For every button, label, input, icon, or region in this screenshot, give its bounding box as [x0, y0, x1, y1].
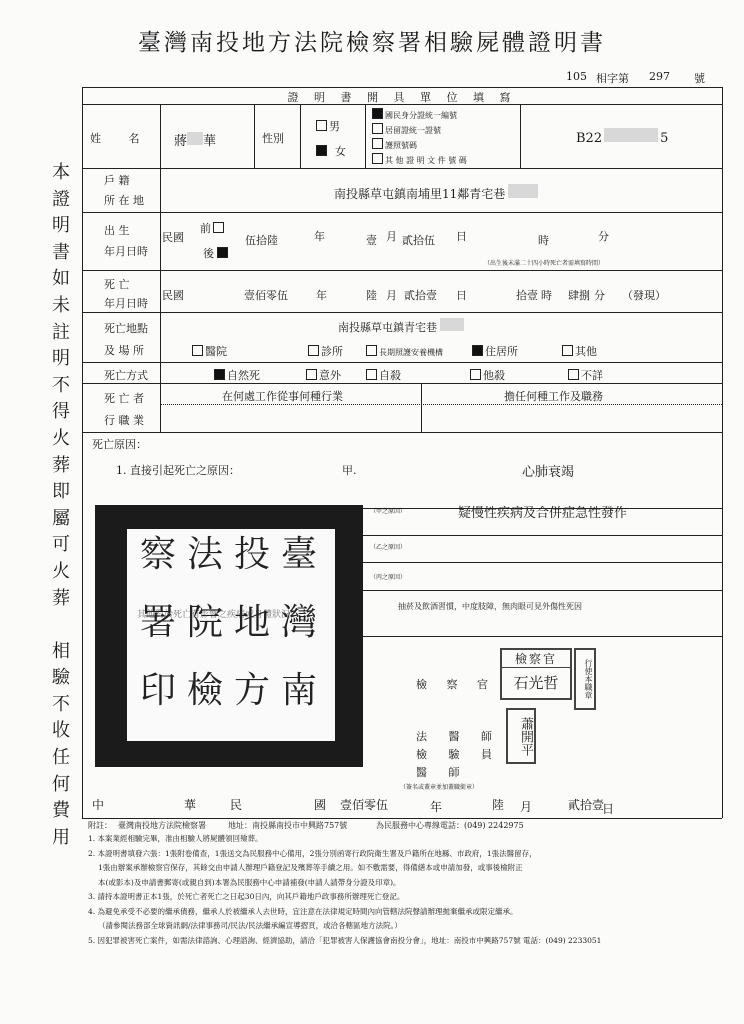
birth-day-unit: 日: [456, 230, 467, 243]
household-label-1: 戶 籍: [104, 174, 130, 187]
side-notice-char: 未: [52, 294, 70, 316]
side-notice-char: 註: [52, 321, 70, 343]
occupation-col-1: 在何處工作從事何種行業: [222, 390, 343, 403]
side-notice-char: 火: [52, 560, 70, 582]
note-2-cont-b: 本(或影本)及申請書郵寄(或親自到)本署為民服務中心申請補發(申請人請帶身分證及印章)。: [98, 877, 401, 887]
death-minute: 肆捌: [568, 289, 590, 302]
cause-a-value: 心肺衰竭: [522, 465, 575, 480]
seal-overprinted-text: 其他對於死亡有影響之疾病或身體狀況: [137, 610, 291, 620]
occupation-label-1: 死 亡 者: [104, 392, 144, 405]
footer-note-label: 附註：: [88, 821, 112, 830]
household-label-2: 所 在 地: [104, 194, 144, 207]
birth-era: 民國: [162, 231, 184, 244]
death-place-label-1: 死亡地點: [104, 322, 148, 335]
birth-label-1: 出 生: [104, 224, 130, 237]
manner-option-unknown: 不詳: [568, 367, 603, 383]
side-notice-char: 本: [52, 162, 70, 183]
note-5: 5. 因犯罪被害死亡案件，如需法律諮詢、心理諮詢、經濟協助，請洽「犯罪被害人保護協會南投分會」，地址：南投市中興路757號 電話：(049) 2233051: [88, 935, 602, 945]
note-bing: （丙之原因）: [370, 574, 407, 581]
prosecutor-stamp: 檢察官 石光哲: [500, 648, 572, 700]
name-redaction: [187, 132, 203, 145]
official-seal-face: 其他對於死亡有影響之疾病或身體狀況 臺 灣 南 投 地 方 法 院 檢 察 署 印: [124, 526, 338, 744]
birth-minute-unit: 分: [598, 230, 609, 243]
side-notice-char: 不: [52, 693, 70, 715]
id-type-residence: 居留證統一證號: [372, 123, 467, 138]
death-place-value: 南投縣草屯鎮青宅巷: [338, 318, 464, 335]
date-guo: 國: [314, 798, 327, 812]
death-manner-label: 死亡方式: [104, 369, 148, 382]
note-jia: （甲之原因）: [370, 508, 407, 515]
household-value: 南投縣草屯鎮南埔里11鄰青宅巷: [334, 184, 538, 202]
manner-option-accident: 意外: [306, 367, 341, 383]
date-month-unit: 月: [520, 800, 533, 814]
side-notice-char: 相: [52, 640, 70, 662]
prosecutor-side-stamp: 行使本職章: [574, 648, 596, 710]
side-notice-char: 即: [52, 481, 70, 503]
death-year-unit: 年: [316, 289, 327, 302]
id-type-list: [372, 108, 467, 168]
death-month-unit: 月: [386, 289, 397, 302]
side-notice-char: 得: [52, 401, 70, 423]
death-minute-unit: 分: [594, 289, 605, 302]
doctor-note: （簽名或蓋章並加蓋職銜章）: [400, 784, 479, 791]
place-option-residence: 住居所: [472, 343, 518, 359]
doctor-label-3: 醫 師: [416, 766, 469, 779]
side-notice-char: 書: [52, 241, 70, 263]
side-notice: [48, 160, 74, 851]
id-redaction: [604, 128, 658, 142]
name-value: [174, 130, 216, 149]
id-value: [576, 128, 668, 146]
death-place-label-2: 及 場 所: [104, 344, 144, 357]
date-zhong: 中: [92, 798, 105, 812]
doctor-label-1: 法 醫 師: [416, 730, 501, 743]
cause-jia: 甲.: [342, 464, 357, 477]
side-notice-char: 可: [52, 534, 70, 556]
place-option-other: 其他: [562, 343, 597, 359]
manner-option-suicide: 自殺: [366, 367, 401, 383]
birth-year: 伍拾陸: [245, 234, 278, 247]
date-year-unit: 年: [430, 800, 443, 814]
id-prefix: B22: [576, 131, 603, 146]
male-checkbox: [316, 120, 327, 131]
death-hour: 拾壹: [516, 289, 538, 302]
name-surname: 蔣: [174, 134, 188, 149]
place-option-hospital: 醫院: [192, 343, 227, 359]
note-2-cont-a: 1張由辦案承辦檢察官保存，其餘交由申請人辦理戶籍登記及殯葬等手續之用。如不敷需要，得備繕本或申請加發，或事後檢附正: [98, 863, 523, 872]
occupation-label-2: 行 職 業: [104, 414, 144, 427]
footer-phone: 為民服務中心專線電話：(049) 2242975: [376, 821, 524, 830]
doctor-stamp: 蕭開平: [506, 708, 536, 764]
doctor-label-2: 檢 驗 員: [416, 748, 501, 761]
birth-hour-unit: 時: [538, 234, 549, 247]
date-day-unit: 日: [602, 802, 615, 816]
side-notice-char: 收: [52, 720, 70, 742]
name-label: 姓 名: [90, 132, 152, 145]
manner-option-natural: 自然死: [214, 367, 260, 383]
other-condition-text: 抽菸及飲酒習慣，中度肢障，無肉眼可見外傷性死因: [398, 602, 582, 611]
gender-male: 男: [316, 118, 340, 134]
cause-item-1: 1. 直接引起死亡之原因：: [116, 464, 240, 477]
side-notice-char: 葬: [52, 587, 70, 609]
side-notice-char: 費: [52, 800, 70, 822]
name-given: 華: [203, 134, 217, 149]
document-title: 臺灣南投地方法院檢察署相驗屍體證明書: [138, 30, 606, 56]
death-month: 陸: [366, 289, 377, 302]
date-min: 民: [230, 798, 243, 812]
side-notice-char: 驗: [52, 667, 70, 689]
side-notice-char: 明: [52, 348, 70, 370]
note-4-cont: （請參閱法務部全球資訊網/法律事務司/民法/民法繼承編宣導摺頁，或洽各轄區地方法院。）: [98, 921, 402, 930]
side-notice-char: 明: [52, 215, 70, 237]
death-era: 民國: [162, 289, 184, 302]
side-notice-char: 證: [52, 188, 70, 210]
doc-type: 相字第: [596, 72, 629, 85]
side-notice-char: 不: [52, 374, 70, 396]
side-notice-char: 葬: [52, 454, 70, 476]
occupation-col-2: 擔任何種工作及職務: [504, 390, 603, 403]
death-day: 貳拾壹: [404, 289, 437, 302]
date-month: 陸: [492, 798, 505, 812]
death-day-unit: 日: [456, 289, 467, 302]
birth-note: （出生後未滿二十四小時死亡者需填寫時間）: [484, 260, 605, 267]
id-type-other: 其 他 證 明 文 件 號 碼: [372, 153, 467, 168]
death-year: 壹佰零伍: [244, 289, 288, 302]
death-time-label-2: 年月日時: [104, 297, 148, 310]
gender-female: 女: [316, 143, 346, 159]
death-found: （發現）: [622, 289, 666, 302]
death-hour-unit: 時: [541, 289, 552, 302]
birth-before: 前: [200, 220, 226, 236]
gender-label: 性別: [262, 132, 284, 145]
place-option-clinic: 診所: [308, 343, 343, 359]
date-hua: 華: [184, 798, 197, 812]
header-row: 證 明 書 開 具 單 位 填 寫: [287, 91, 517, 104]
side-notice-char: 屬: [52, 507, 70, 529]
cause-b-value: 疑慢性疾病及合併症急性發作: [458, 506, 628, 521]
id-type-national: 國民身分證統一編號: [372, 108, 467, 123]
side-notice-char: 用: [52, 826, 70, 848]
death-time-label-1: 死 亡: [104, 278, 130, 291]
side-notice-char: 任: [52, 747, 70, 769]
birth-year-unit: 年: [314, 230, 325, 243]
side-notice-char: 火: [52, 427, 70, 449]
prosecutor-label: 檢 察 官: [416, 678, 496, 691]
notes-list: [88, 832, 601, 948]
side-notice-char: [48, 612, 74, 639]
birth-after: 後: [203, 245, 230, 261]
birth-day: 貳拾伍: [402, 234, 435, 247]
manner-option-homicide: 他殺: [470, 367, 505, 383]
id-suffix: 5: [660, 131, 669, 146]
doc-number: 297: [649, 70, 670, 83]
date-year: 壹佰零伍: [340, 798, 389, 812]
doc-suffix: 號: [694, 72, 705, 85]
note-2: 2. 本證明書填發六張：1張附卷備查，1張送交為民服務中心備用，2張分別函寄行政院衛生署及戶籍所在地縣、市政府，1張法醫留存，: [88, 848, 537, 858]
footer-agency: 臺灣南投地方法院檢察署: [118, 821, 206, 830]
cause-label: 死亡原因：: [92, 438, 147, 451]
birth-month-unit: 月: [386, 230, 397, 243]
doc-year: 105: [566, 70, 587, 83]
birth-month: 壹: [366, 234, 377, 247]
side-notice-char: 何: [52, 773, 70, 795]
note-1: 1. 本案業經相驗完畢，准由相驗人將屍體領回殮葬。: [88, 834, 263, 843]
birth-label-2: 年月日時: [104, 245, 148, 258]
side-notice-char: 如: [52, 268, 70, 290]
place-option-care: 長期照護安養機構: [366, 345, 443, 358]
note-3: 3. 請持本證明書正本1張，於死亡者死亡之日起30日內，向其戶籍地戶政事務所辦理死亡登記。: [88, 892, 405, 901]
note-yi: （乙之原因）: [370, 544, 407, 551]
note-4: 4. 為避免承受不必要的繼承債務，繼承人於被繼承人去世時，宜注意在法律規定時間內向管轄法院聲請辦理拋棄繼承或限定繼承。: [88, 906, 518, 916]
footer-address: 地址：南投縣南投市中興路757號: [228, 821, 348, 830]
date-day: 貳拾壹: [568, 798, 605, 812]
female-checkbox: [316, 145, 327, 156]
id-type-passport: 護照號碼: [372, 138, 467, 153]
